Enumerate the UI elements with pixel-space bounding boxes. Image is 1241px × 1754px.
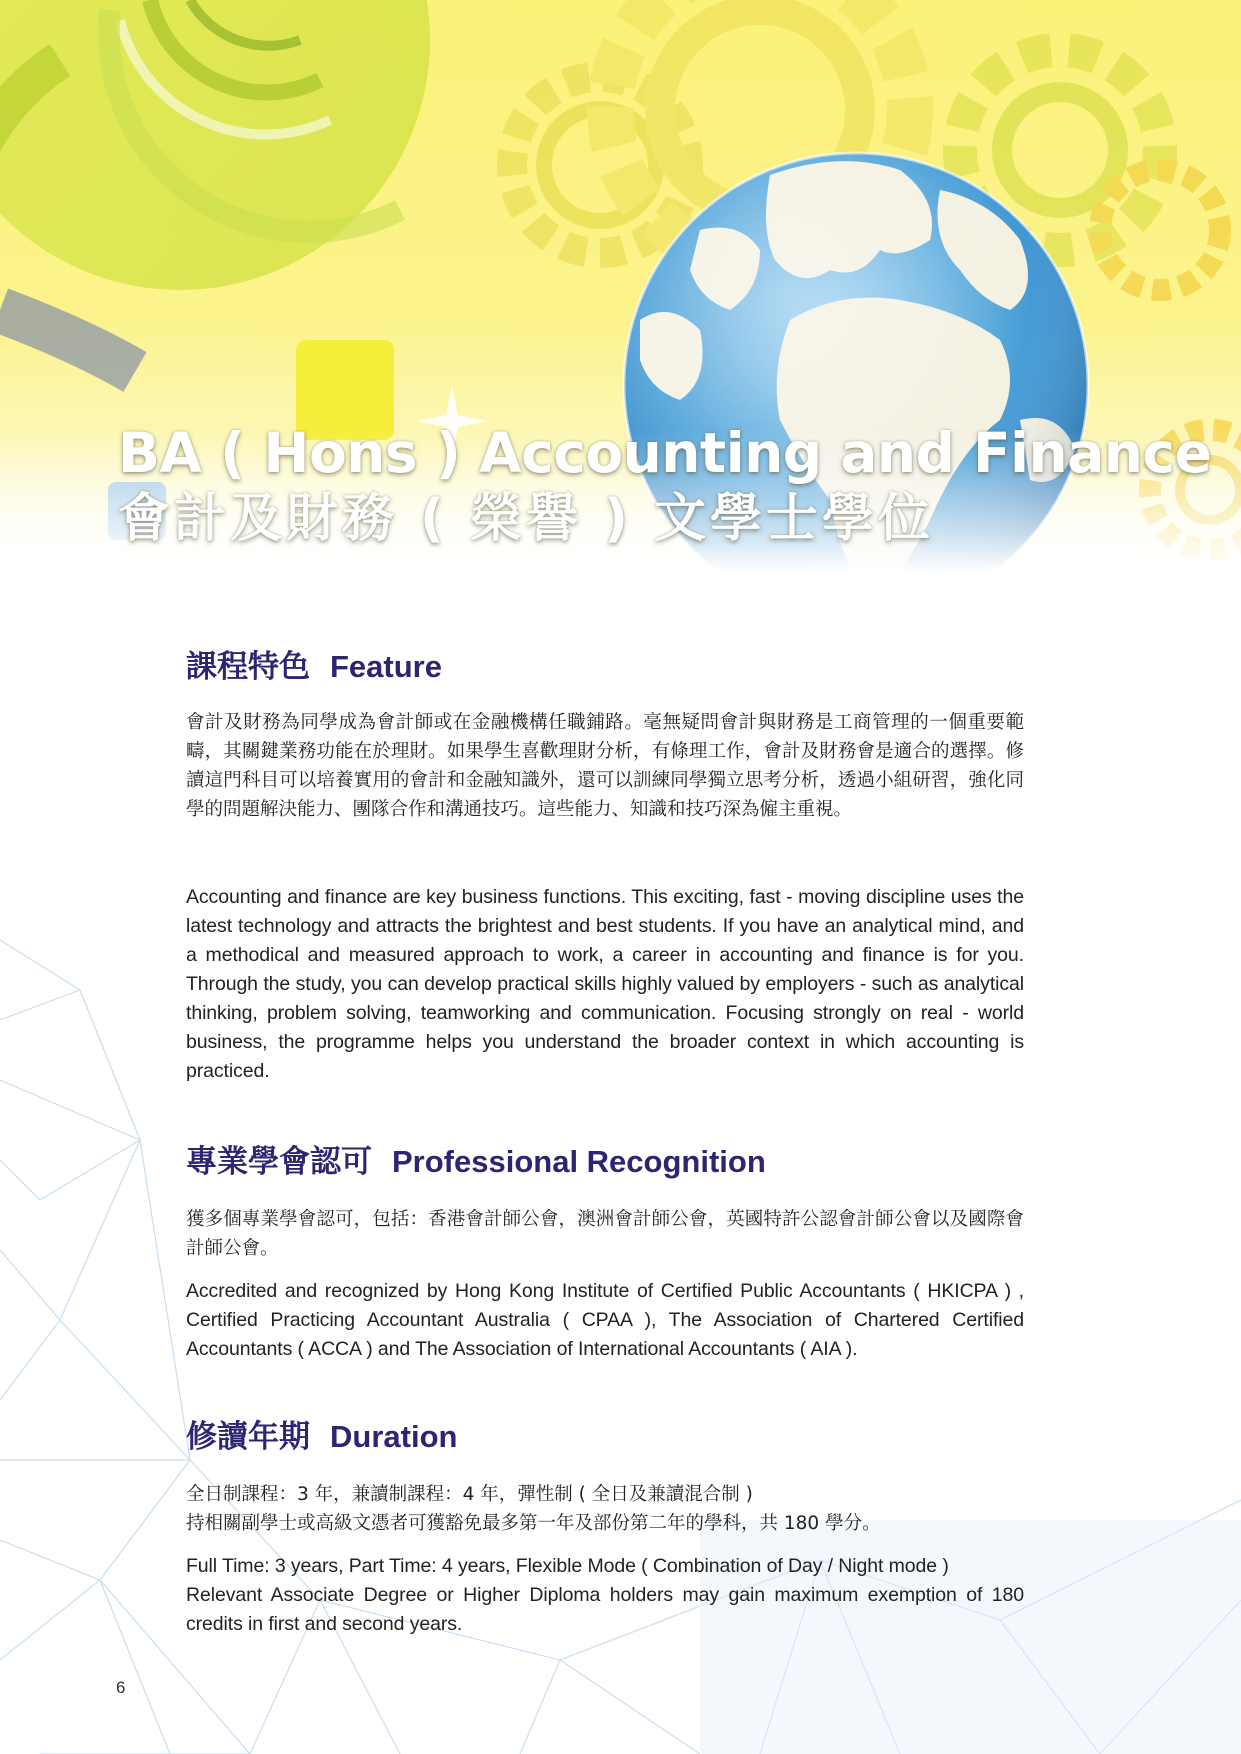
duration-line1-chinese: 全日制課程：3 年，兼讀制課程：4 年，彈性制 ( 全日及兼讀混合制 ) xyxy=(186,1484,753,1505)
feature-text-chinese: 會計及財務為同學成為會計師或在金融機構任職鋪路。毫無疑問會計與財務是工商管理的一個重要範疇，其關鍵業務功能在於理財。如果學生喜歡理財分析，有條理工作，會計及財務會是適合的選擇。修讀這門科目可以培養實用的會計和金融知識外，還可以訓練同學獨立思考分析，透過小組研習，強化同學的問題解決能力、團隊合作和溝通技巧。這些能力、知識和技巧深為僱主重視。 xyxy=(186,712,1024,820)
page-title xyxy=(118,420,1211,552)
section-heading-feature xyxy=(186,641,1024,686)
section-heading-recognition xyxy=(186,1136,1024,1181)
page-number: 6 xyxy=(116,1678,126,1697)
section-heading-duration xyxy=(186,1411,1024,1456)
recognition-text-english: Accredited and recognized by Hong Kong Institute of Certified Public Accountants ( HKICPA ) , Certified Practicing Accountant Australia ( CPAA ), The Association of Chartered Certified Accountants ( ACCA ) and The Association of International Accountants ( AIA ). xyxy=(186,1280,1024,1360)
heading-en: Professional Recognition xyxy=(392,1144,766,1179)
section-recognition xyxy=(186,1136,1024,1364)
section-feature xyxy=(186,641,1024,1086)
hero-banner xyxy=(0,0,1241,572)
duration-line2-chinese: 持相關副學士或高級文憑者可獲豁免最多第一年及部份第二年的學科，共 180 學分。 xyxy=(186,1513,881,1534)
section-duration xyxy=(186,1411,1024,1639)
title-chinese: 會計及財務 ( 榮譽 ) 文學士學位 xyxy=(118,489,934,549)
recognition-text-chinese: 獲多個專業學會認可，包括：香港會計師公會，澳洲會計師公會，英國特許公認會計師公會以及國際會計師公會。 xyxy=(186,1209,1024,1259)
title-english: BA ( Hons ) Accounting and Finance xyxy=(118,421,1212,485)
main-content xyxy=(186,636,1024,1639)
duration-line1-english: Full Time: 3 years, Part Time: 4 years, Flexible Mode ( Combination of Day / Night mode ) xyxy=(186,1555,949,1577)
heading-en: Feature xyxy=(330,649,442,684)
heading-zh: 專業學會認可 xyxy=(186,1144,372,1180)
heading-en: Duration xyxy=(330,1419,458,1454)
heading-zh: 修讀年期 xyxy=(186,1419,310,1455)
feature-text-english: Accounting and finance are key business functions. This exciting, fast - moving discipline uses the latest technology and attracts the brightest and best students. If you have an analytical mind, and a methodical and measured approach to work, a career in accounting and finance is for you. Through the study, you can develop practical skills highly valued by employers - such as analytical thinking, problem solving, teamworking and communication. Focusing strongly on real - world business, the programme helps you understand the broader context in which accounting is practiced. xyxy=(186,886,1024,1082)
swirl-decoration xyxy=(0,0,430,372)
heading-zh: 課程特色 xyxy=(186,649,310,685)
duration-line2-english: Relevant Associate Degree or Higher Diploma holders may gain maximum exemption of 180 credits in first and second years. xyxy=(186,1584,1024,1635)
